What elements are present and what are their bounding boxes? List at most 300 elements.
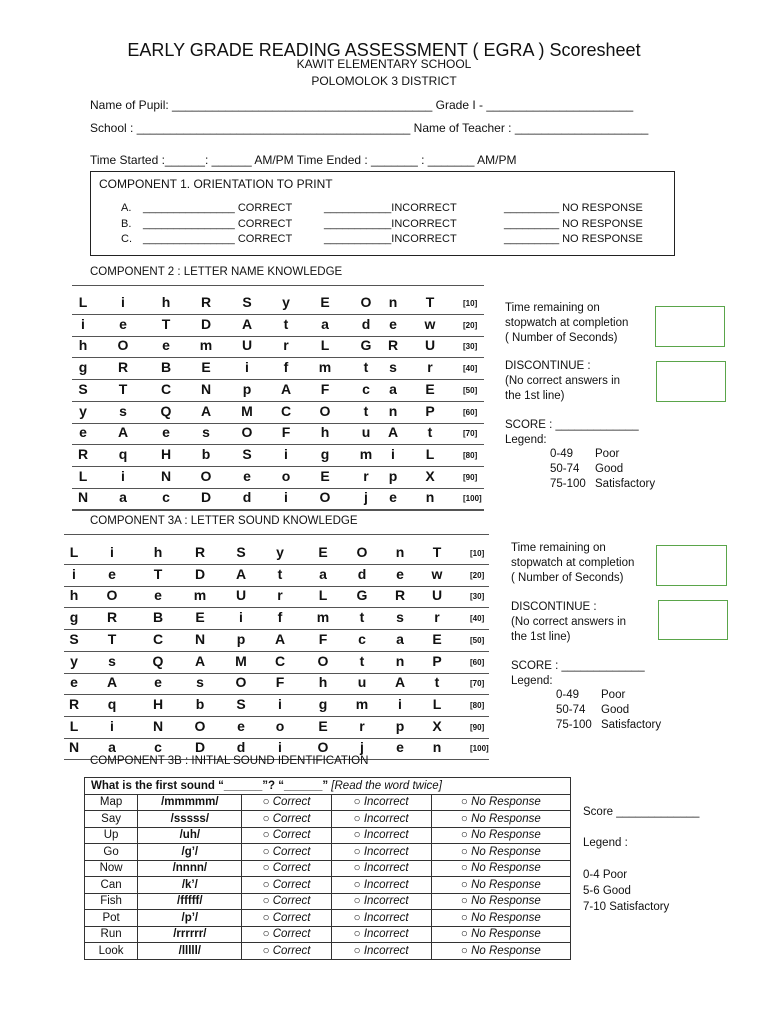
letter-cell[interactable]: R	[194, 544, 206, 560]
letter-cell[interactable]: O	[241, 424, 253, 441]
letter-cell[interactable]: E	[320, 467, 330, 484]
letter-cell[interactable]: C	[160, 380, 172, 397]
letter-row	[66, 544, 486, 566]
correct-option[interactable]: ○ Correct	[242, 943, 331, 960]
letter-cell[interactable]: b	[195, 695, 205, 712]
incorrect-option[interactable]: ○ Incorrect	[331, 893, 431, 910]
letter-cell[interactable]: e	[154, 587, 162, 604]
word-cell: Now	[85, 860, 138, 877]
letter-cell[interactable]: f	[277, 609, 283, 626]
letter-cell[interactable]: D	[194, 739, 206, 756]
letter-cell[interactable]: r	[359, 717, 365, 734]
letter-cell[interactable]: i	[121, 294, 125, 310]
letter-cell[interactable]: O	[106, 587, 118, 604]
letter-cell[interactable]: T	[107, 630, 117, 647]
letter-cell[interactable]: N	[194, 630, 206, 647]
letter-cell[interactable]: n	[388, 294, 398, 310]
letter-cell[interactable]: n	[432, 739, 442, 756]
letter-cell[interactable]: f	[283, 359, 289, 376]
correct-option[interactable]: ○ Correct	[242, 827, 331, 844]
letter-cell[interactable]: D	[200, 489, 212, 506]
correct-option[interactable]: ○ Correct	[242, 926, 331, 943]
letter-cell[interactable]: t	[277, 565, 283, 582]
letter-cell[interactable]: m	[318, 359, 332, 376]
letter-cell[interactable]: O	[356, 544, 368, 560]
letter-cell[interactable]: m	[193, 587, 207, 604]
letter-cell[interactable]: R	[200, 294, 212, 310]
incorrect-option[interactable]: ○ Incorrect	[331, 811, 431, 828]
letter-cell[interactable]: o	[275, 717, 285, 734]
row-count: [80]	[463, 450, 478, 460]
letter-cell[interactable]: e	[108, 565, 116, 582]
letter-cell[interactable]: t	[434, 674, 440, 691]
letter-cell[interactable]: S	[69, 630, 79, 647]
letter-cell[interactable]: O	[319, 489, 331, 506]
row-count: [90]	[463, 472, 478, 482]
table-row	[85, 794, 571, 811]
letter-cell[interactable]: N	[68, 739, 80, 756]
sound-cell: /g’/	[138, 844, 242, 861]
table-row	[85, 844, 571, 861]
letter-cell[interactable]: e	[119, 315, 127, 332]
sound-cell: /fffff/	[138, 893, 242, 910]
incorrect-option[interactable]: ○ Incorrect	[331, 794, 431, 811]
table-row	[85, 910, 571, 927]
letter-cell[interactable]: e	[396, 565, 404, 582]
time-remaining-box[interactable]	[655, 306, 725, 347]
letter-cell[interactable]: a	[389, 380, 397, 397]
letter-cell[interactable]: q	[118, 445, 128, 462]
correct-option[interactable]: ○ Correct	[242, 877, 331, 894]
legend-range: 0-49	[550, 448, 574, 460]
letter-cell[interactable]: m	[355, 695, 369, 712]
school-teacher-field[interactable]: School : _________________________________________ Name of Teacher : ____________________	[90, 121, 649, 135]
letter-cell[interactable]: A	[280, 380, 292, 397]
letter-cell[interactable]: X	[425, 467, 435, 484]
correct-option[interactable]: ○ Correct	[242, 860, 331, 877]
letter-cell[interactable]: U	[431, 587, 443, 604]
component-3a-title: COMPONENT 3A : LETTER SOUND KNOWLEDGE	[90, 515, 358, 527]
letter-cell[interactable]: r	[363, 467, 369, 484]
incorrect-option[interactable]: ○ Incorrect	[331, 827, 431, 844]
letter-row	[75, 468, 495, 490]
sound-cell: /p’/	[138, 910, 242, 927]
no-response-blank[interactable]: _________ NO RESPONSE	[504, 202, 643, 214]
letter-cell[interactable]: y	[276, 544, 284, 560]
word-cell: Map	[85, 794, 138, 811]
letter-cell[interactable]: O	[319, 402, 331, 419]
letter-cell[interactable]: g	[78, 359, 88, 376]
letter-cell[interactable]: h	[161, 294, 171, 310]
question-header: What is the first sound “______”? “______” [Read the word twice]	[85, 778, 571, 795]
letter-cell[interactable]: y	[282, 294, 290, 310]
letter-cell[interactable]: d	[236, 739, 246, 756]
letter-cell[interactable]: g	[318, 695, 328, 712]
letter-cell[interactable]: F	[320, 380, 330, 397]
letter-cell[interactable]: o	[281, 467, 291, 484]
letter-cell[interactable]: L	[78, 467, 88, 484]
letter-cell[interactable]: S	[242, 445, 252, 462]
word-cell: Go	[85, 844, 138, 861]
letter-cell[interactable]: E	[432, 630, 442, 647]
letter-cell[interactable]: E	[195, 609, 205, 626]
letter-cell[interactable]: m	[199, 337, 213, 354]
letter-cell[interactable]: p	[388, 467, 398, 484]
letter-cell[interactable]: R	[387, 337, 399, 354]
no-response-blank[interactable]: _________ NO RESPONSE	[504, 233, 643, 245]
legend-label-item: Satisfactory	[601, 719, 662, 731]
row-count: [60]	[463, 407, 478, 417]
letter-cell[interactable]: Q	[152, 652, 164, 669]
letter-cell[interactable]: Q	[160, 402, 172, 419]
correct-blank[interactable]: _______________ CORRECT	[143, 202, 293, 214]
row-count: [70]	[463, 429, 478, 439]
letter-cell[interactable]: b	[201, 445, 211, 462]
letter-cell[interactable]: i	[110, 717, 114, 734]
letter-cell[interactable]: L	[432, 695, 442, 712]
letter-cell[interactable]: B	[152, 609, 164, 626]
incorrect-blank[interactable]: ___________INCORRECT	[324, 233, 457, 245]
legend-range: 0-49	[556, 689, 580, 701]
correct-option[interactable]: ○ Correct	[242, 811, 331, 828]
component-2-title: COMPONENT 2 : LETTER NAME KNOWLEDGE	[90, 266, 343, 278]
letter-cell[interactable]: H	[160, 445, 172, 462]
letter-cell[interactable]: c	[154, 739, 162, 756]
letter-cell[interactable]: U	[424, 337, 436, 354]
correct-option[interactable]: ○ Correct	[242, 844, 331, 861]
letter-cell[interactable]: t	[359, 609, 365, 626]
letter-cell[interactable]: O	[360, 294, 372, 310]
letter-cell[interactable]: H	[152, 695, 164, 712]
row-count: [20]	[470, 570, 485, 580]
row-count: [60]	[470, 657, 485, 667]
letter-cell[interactable]: e	[162, 424, 170, 441]
legend-label-item: Satisfactory	[595, 478, 656, 490]
letter-cell[interactable]: n	[388, 402, 398, 419]
letter-cell[interactable]: A	[394, 674, 406, 691]
letter-cell[interactable]: A	[117, 424, 129, 441]
incorrect-blank[interactable]: ___________INCORRECT	[324, 202, 457, 214]
legend-range: 50-74	[550, 463, 580, 475]
letter-cell[interactable]: r	[277, 587, 283, 604]
row-count: [10]	[463, 299, 478, 308]
letter-cell[interactable]: d	[357, 565, 367, 582]
letter-cell[interactable]: R	[68, 695, 80, 712]
letter-cell[interactable]: t	[359, 652, 365, 669]
letter-cell[interactable]: A	[194, 652, 206, 669]
letter-cell[interactable]: A	[241, 315, 253, 332]
letter-cell[interactable]: N	[152, 717, 164, 734]
no-response-option[interactable]: ○ No Response	[431, 827, 570, 844]
letter-cell[interactable]: O	[117, 337, 129, 354]
letter-cell[interactable]: R	[117, 359, 129, 376]
letter-cell[interactable]: X	[432, 717, 442, 734]
letter-cell[interactable]: s	[202, 424, 210, 441]
letter-cell[interactable]: d	[361, 315, 371, 332]
letter-cell[interactable]: p	[236, 630, 246, 647]
no-response-option[interactable]: ○ No Response	[431, 893, 570, 910]
letter-cell[interactable]: u	[361, 424, 371, 441]
letter-cell[interactable]: s	[119, 402, 127, 419]
letter-cell[interactable]: a	[319, 565, 327, 582]
discontinue-label: DISCONTINUE : (No correct answers in the 1st line)	[505, 360, 621, 402]
letter-cell[interactable]: M	[235, 652, 247, 669]
letter-cell[interactable]: t	[363, 359, 369, 376]
letter-cell[interactable]: h	[78, 337, 88, 354]
letter-cell[interactable]: i	[72, 565, 76, 582]
incorrect-option[interactable]: ○ Incorrect	[331, 910, 431, 927]
letter-cell[interactable]: h	[153, 544, 163, 560]
letter-cell[interactable]: O	[194, 717, 206, 734]
letter-cell[interactable]: p	[395, 717, 405, 734]
letter-cell[interactable]: O	[317, 652, 329, 669]
letter-cell[interactable]: O	[317, 739, 329, 756]
letter-cell[interactable]: O	[235, 674, 247, 691]
table-row	[85, 893, 571, 910]
letter-cell[interactable]: t	[363, 402, 369, 419]
letter-cell[interactable]: N	[160, 467, 172, 484]
letter-cell[interactable]: m	[359, 445, 373, 462]
score-field[interactable]: SCORE : _____________	[505, 419, 639, 431]
letter-cell[interactable]: A	[200, 402, 212, 419]
letter-cell[interactable]: j	[360, 739, 364, 756]
pupil-grade-field[interactable]: Name of Pupil: _______________________________________ Grade I - ______________________	[90, 98, 634, 112]
letter-cell[interactable]: w	[424, 315, 436, 332]
letter-cell[interactable]: r	[427, 359, 433, 376]
letter-cell[interactable]: U	[241, 337, 253, 354]
no-response-option[interactable]: ○ No Response	[431, 794, 570, 811]
no-response-option[interactable]: ○ No Response	[431, 844, 570, 861]
component-1-title: COMPONENT 1. ORIENTATION TO PRINT	[99, 177, 333, 191]
letter-cell[interactable]: E	[425, 380, 435, 397]
incorrect-blank[interactable]: ___________INCORRECT	[324, 218, 457, 230]
discontinue-box[interactable]	[658, 600, 728, 640]
letter-cell[interactable]: T	[432, 544, 442, 560]
letter-cell[interactable]: L	[320, 337, 330, 354]
letter-cell[interactable]: U	[235, 587, 247, 604]
correct-option[interactable]: ○ Correct	[242, 910, 331, 927]
letter-cell[interactable]: a	[396, 630, 404, 647]
letter-cell[interactable]: S	[242, 294, 252, 310]
incorrect-option[interactable]: ○ Incorrect	[331, 877, 431, 894]
letter-cell[interactable]: L	[69, 717, 79, 734]
letter-cell[interactable]: e	[396, 739, 404, 756]
sound-cell: /k’/	[138, 877, 242, 894]
letter-cell[interactable]: B	[160, 359, 172, 376]
letter-cell[interactable]: T	[153, 565, 163, 582]
letter-cell[interactable]: N	[77, 489, 89, 506]
word-cell: Up	[85, 827, 138, 844]
letter-cell[interactable]: n	[395, 652, 405, 669]
letter-cell[interactable]: w	[431, 565, 443, 582]
letter-cell[interactable]: s	[108, 652, 116, 669]
letter-cell[interactable]: T	[161, 315, 171, 332]
letter-cell[interactable]: j	[364, 489, 368, 506]
letter-cell[interactable]: s	[389, 359, 397, 376]
word-cell: Say	[85, 811, 138, 828]
letter-cell[interactable]: c	[162, 489, 170, 506]
no-response-option[interactable]: ○ No Response	[431, 926, 570, 943]
letter-cell[interactable]: E	[318, 717, 328, 734]
time-remaining-label: Time remaining on stopwatch at completion ( Number of Seconds)	[505, 302, 629, 344]
legend-label-item: Poor	[601, 689, 626, 701]
row-count: [100]	[470, 744, 489, 754]
letter-cell[interactable]: e	[70, 674, 78, 691]
correct-blank[interactable]: _______________ CORRECT	[143, 233, 293, 245]
letter-cell[interactable]: e	[389, 315, 397, 332]
letter-cell[interactable]: S	[78, 380, 88, 397]
letter-cell[interactable]: L	[318, 587, 328, 604]
time-field[interactable]: Time Started :______: ______ AM/PM Time Ended : _______ : _______ AM/PM	[90, 153, 517, 167]
letter-cell[interactable]: s	[396, 609, 404, 626]
letter-cell[interactable]: i	[398, 695, 402, 712]
score-field[interactable]: Score _____________	[583, 806, 700, 818]
no-response-option[interactable]: ○ No Response	[431, 910, 570, 927]
row-count: [40]	[463, 364, 478, 374]
letter-cell[interactable]: T	[118, 380, 128, 397]
correct-blank[interactable]: _______________ CORRECT	[143, 218, 293, 230]
letter-cell[interactable]: s	[196, 674, 204, 691]
letter-cell[interactable]: i	[278, 739, 282, 756]
row-count: [20]	[463, 320, 478, 330]
letter-cell[interactable]: g	[69, 609, 79, 626]
letter-cell[interactable]: C	[152, 630, 164, 647]
letter-cell[interactable]: e	[243, 467, 251, 484]
letter-row	[66, 566, 486, 588]
letter-cell[interactable]: t	[283, 315, 289, 332]
letter-cell[interactable]: A	[387, 424, 399, 441]
letter-cell[interactable]: y	[79, 402, 87, 419]
letter-cell[interactable]: n	[395, 544, 405, 560]
letter-row	[75, 403, 495, 425]
letter-cell[interactable]: a	[321, 315, 329, 332]
letter-cell[interactable]: F	[318, 630, 328, 647]
letter-cell[interactable]: P	[432, 652, 442, 669]
score-field[interactable]: SCORE : _____________	[511, 660, 645, 672]
correct-option[interactable]: ○ Correct	[242, 893, 331, 910]
letter-cell[interactable]: i	[278, 695, 282, 712]
letter-cell[interactable]: L	[425, 445, 435, 462]
letter-cell[interactable]: D	[194, 565, 206, 582]
no-response-option[interactable]: ○ No Response	[431, 877, 570, 894]
letter-cell[interactable]: e	[162, 337, 170, 354]
letter-cell[interactable]: q	[107, 695, 117, 712]
letter-cell[interactable]: N	[200, 380, 212, 397]
word-cell: Run	[85, 926, 138, 943]
no-response-option[interactable]: ○ No Response	[431, 860, 570, 877]
letter-cell[interactable]: A	[106, 674, 118, 691]
letter-cell[interactable]: p	[242, 380, 252, 397]
letter-cell[interactable]: i	[239, 609, 243, 626]
letter-cell[interactable]: P	[425, 402, 435, 419]
letter-cell[interactable]: F	[281, 424, 291, 441]
time-remaining-box[interactable]	[656, 545, 727, 586]
letter-row	[66, 587, 486, 609]
no-response-option[interactable]: ○ No Response	[431, 943, 570, 960]
letter-cell[interactable]: d	[242, 489, 252, 506]
letter-cell[interactable]: O	[200, 467, 212, 484]
letter-cell[interactable]: i	[110, 544, 114, 560]
row-count: [90]	[470, 722, 485, 732]
no-response-option[interactable]: ○ No Response	[431, 811, 570, 828]
letter-cell[interactable]: A	[274, 630, 286, 647]
letter-cell[interactable]: e	[389, 489, 397, 506]
letter-cell[interactable]: E	[318, 544, 328, 560]
discontinue-box[interactable]	[656, 361, 726, 402]
letter-cell[interactable]: m	[316, 609, 330, 626]
letter-cell[interactable]: i	[121, 467, 125, 484]
district-name: POLOMOLOK 3 DISTRICT	[311, 74, 457, 88]
row-count: [40]	[470, 614, 485, 624]
letter-cell[interactable]: R	[77, 445, 89, 462]
letter-row	[75, 446, 495, 468]
time-remaining-label: Time remaining on stopwatch at completion ( Number of Seconds)	[511, 542, 635, 584]
letter-cell[interactable]: A	[235, 565, 247, 582]
letter-cell[interactable]: g	[320, 445, 330, 462]
letter-cell[interactable]: i	[245, 359, 249, 376]
letter-cell[interactable]: S	[236, 544, 246, 560]
letter-cell[interactable]: a	[108, 739, 116, 756]
letter-cell[interactable]: L	[78, 294, 88, 310]
school-name: KAWIT ELEMENTARY SCHOOL	[296, 57, 472, 71]
incorrect-option[interactable]: ○ Incorrect	[331, 943, 431, 960]
letter-cell[interactable]: h	[69, 587, 79, 604]
letter-cell[interactable]: i	[391, 445, 395, 462]
letter-cell[interactable]: L	[69, 544, 79, 560]
letter-cell[interactable]: c	[362, 380, 370, 397]
letter-cell[interactable]: i	[284, 445, 288, 462]
letter-cell[interactable]: i	[284, 489, 288, 506]
letter-cell[interactable]: e	[237, 717, 245, 734]
letter-cell[interactable]: r	[434, 609, 440, 626]
letter-cell[interactable]: y	[70, 652, 78, 669]
letter-cell[interactable]: e	[79, 424, 87, 441]
correct-option[interactable]: ○ Correct	[242, 794, 331, 811]
letter-cell[interactable]: E	[201, 359, 211, 376]
letter-cell[interactable]: G	[356, 587, 368, 604]
incorrect-option[interactable]: ○ Incorrect	[331, 860, 431, 877]
letter-cell[interactable]: r	[283, 337, 289, 354]
incorrect-option[interactable]: ○ Incorrect	[331, 926, 431, 943]
letter-cell[interactable]: E	[320, 294, 330, 310]
letter-cell[interactable]: R	[106, 609, 118, 626]
letter-cell[interactable]: C	[280, 402, 292, 419]
letter-cell[interactable]: F	[275, 674, 285, 691]
letter-cell[interactable]: i	[81, 315, 85, 332]
letter-cell[interactable]: G	[360, 337, 372, 354]
page-title: EARLY GRADE READING ASSESSMENT ( EGRA ) Scoresheet	[127, 40, 641, 60]
no-response-blank[interactable]: _________ NO RESPONSE	[504, 218, 643, 230]
letter-cell[interactable]: D	[200, 315, 212, 332]
letter-cell[interactable]: h	[318, 674, 328, 691]
letter-cell[interactable]: M	[241, 402, 253, 419]
letter-cell[interactable]: R	[394, 587, 406, 604]
letter-cell[interactable]: t	[427, 424, 433, 441]
letter-row	[75, 316, 495, 338]
letter-cell[interactable]: c	[358, 630, 366, 647]
letter-cell[interactable]: T	[425, 294, 435, 310]
letter-cell[interactable]: C	[274, 652, 286, 669]
incorrect-option[interactable]: ○ Incorrect	[331, 844, 431, 861]
letter-cell[interactable]: a	[119, 489, 127, 506]
letter-cell[interactable]: S	[236, 695, 246, 712]
legend-label-item: Good	[595, 463, 624, 475]
letter-cell[interactable]: n	[425, 489, 435, 506]
letter-cell[interactable]: u	[357, 674, 367, 691]
divider	[64, 534, 489, 535]
letter-cell[interactable]: e	[154, 674, 162, 691]
letter-cell[interactable]: h	[320, 424, 330, 441]
